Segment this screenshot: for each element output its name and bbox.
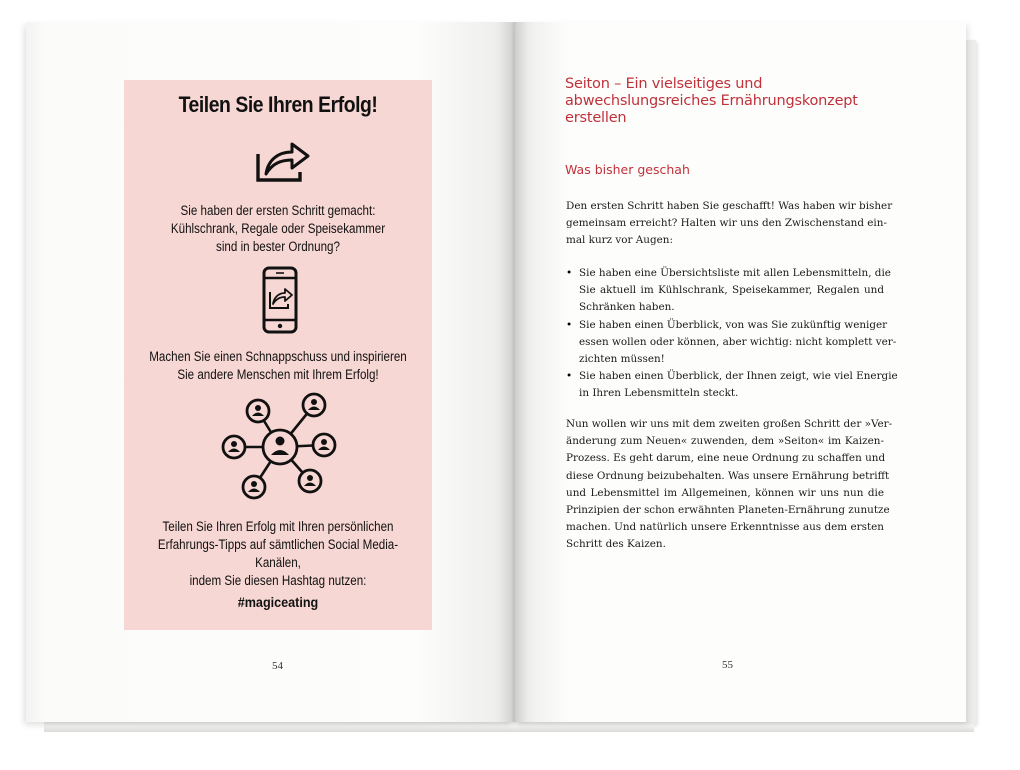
page-edges-bottom — [44, 722, 974, 732]
chapter-heading — [565, 76, 895, 127]
smartphone-share-icon — [262, 266, 298, 334]
main-paragraph — [566, 416, 893, 554]
text-line: Nun wollen wir uns mit dem zweiten großen Schritt der »Ver- — [566, 418, 893, 430]
box-title: Teilen Sie Ihren Erfolg! — [178, 92, 378, 117]
text-line: änderung zum Neuen« zuwenden, dem »Seiton« im Kaizen- — [566, 435, 884, 448]
bullet-dot-icon: • — [566, 318, 573, 331]
paragraph-first-step — [146, 202, 411, 256]
section-subheading: Was bisher geschah — [565, 162, 690, 177]
text-line: Machen Sie einen Schnappschuss und inspirieren — [149, 349, 407, 364]
share-arrow-icon — [254, 138, 312, 184]
bullet-dot-icon: • — [566, 267, 573, 279]
text-line: und Lebensmittel im Allgemeinen, können wir uns nun die — [566, 486, 884, 499]
page-number-left: 54 — [272, 660, 283, 672]
text-line: indem Sie diesen Hashtag nutzen: — [189, 573, 367, 588]
social-network-icon — [218, 391, 342, 503]
text-line: Sie haben der ersten Schritt gemacht: — [180, 203, 376, 218]
book-spine — [494, 22, 534, 722]
text-line: in Ihren Lebensmitteln steckt. — [579, 387, 739, 400]
text-line: mal kurz vor Augen: — [566, 234, 673, 247]
text-line: Sie haben eine Übersichtsliste mit allen Lebensmitteln, die — [579, 267, 891, 279]
page-edges — [966, 40, 976, 724]
intro-paragraph — [566, 198, 893, 250]
page-number-right: 55 — [722, 659, 733, 671]
text-line: sind in bester Ordnung? — [216, 239, 340, 254]
list-item — [566, 317, 897, 369]
list-item — [566, 368, 898, 402]
heading-line: Seiton – Ein vielseitiges und — [565, 76, 763, 92]
paragraph-share-tips — [146, 518, 411, 590]
share-success-box — [124, 80, 432, 630]
bullet-dot-icon: • — [566, 370, 573, 383]
text-line: Sie haben einen Überblick, von was Sie zukünftig weniger — [579, 318, 888, 331]
text-line: zichten müssen! — [579, 353, 665, 366]
list-item — [566, 265, 891, 317]
paragraph-snapshot — [146, 348, 411, 384]
text-line: Prinzipien der schon erwähnten Planeten-Ernährung zunutze — [566, 504, 890, 517]
text-line: Prozess. Es geht darum, eine neue Ordnung zu schaffen und — [566, 452, 886, 465]
text-line: Erfahrungs-Tipps auf sämtlichen Social Media-Kanälen, — [157, 537, 399, 570]
text-line: Teilen Sie Ihren Erfolg mit Ihren persönlichen — [162, 519, 394, 534]
text-line: Den ersten Schritt haben Sie geschafft! Was haben wir bisher — [566, 200, 893, 212]
text-line: machen. Und natürlich unsere Erkenntnisse aus dem ersten — [566, 521, 884, 534]
bullet-list — [566, 265, 898, 403]
text-line: Sie aktuell im Kühlschrank, Speisekammer, Regalen und — [579, 284, 884, 297]
text-line: essen wollen oder können, aber wichtig: nicht komplett ver- — [579, 335, 897, 348]
hashtag: #magiceating — [237, 594, 319, 610]
text-line: Sie haben einen Überblick, der Ihnen zeigt, wie viel Energie — [579, 370, 898, 383]
heading-line: erstellen — [565, 110, 627, 126]
text-line: Sie andere Menschen mit Ihrem Erfolg! — [177, 367, 379, 382]
text-line: Schränken haben. — [579, 301, 675, 314]
heading-line: abwechslungsreiches Ernährungskonzept — [565, 93, 858, 109]
text-line: Schritt des Kaizen. — [566, 538, 666, 551]
text-line: Kühlschrank, Regale oder Speisekammer — [170, 221, 386, 236]
text-line: gemeinsam erreicht? Halten wir uns den Zwischenstand ein- — [566, 217, 887, 230]
text-line: diese Ordnung beizubehalten. Was unsere Ernährung betrifft — [566, 469, 890, 482]
